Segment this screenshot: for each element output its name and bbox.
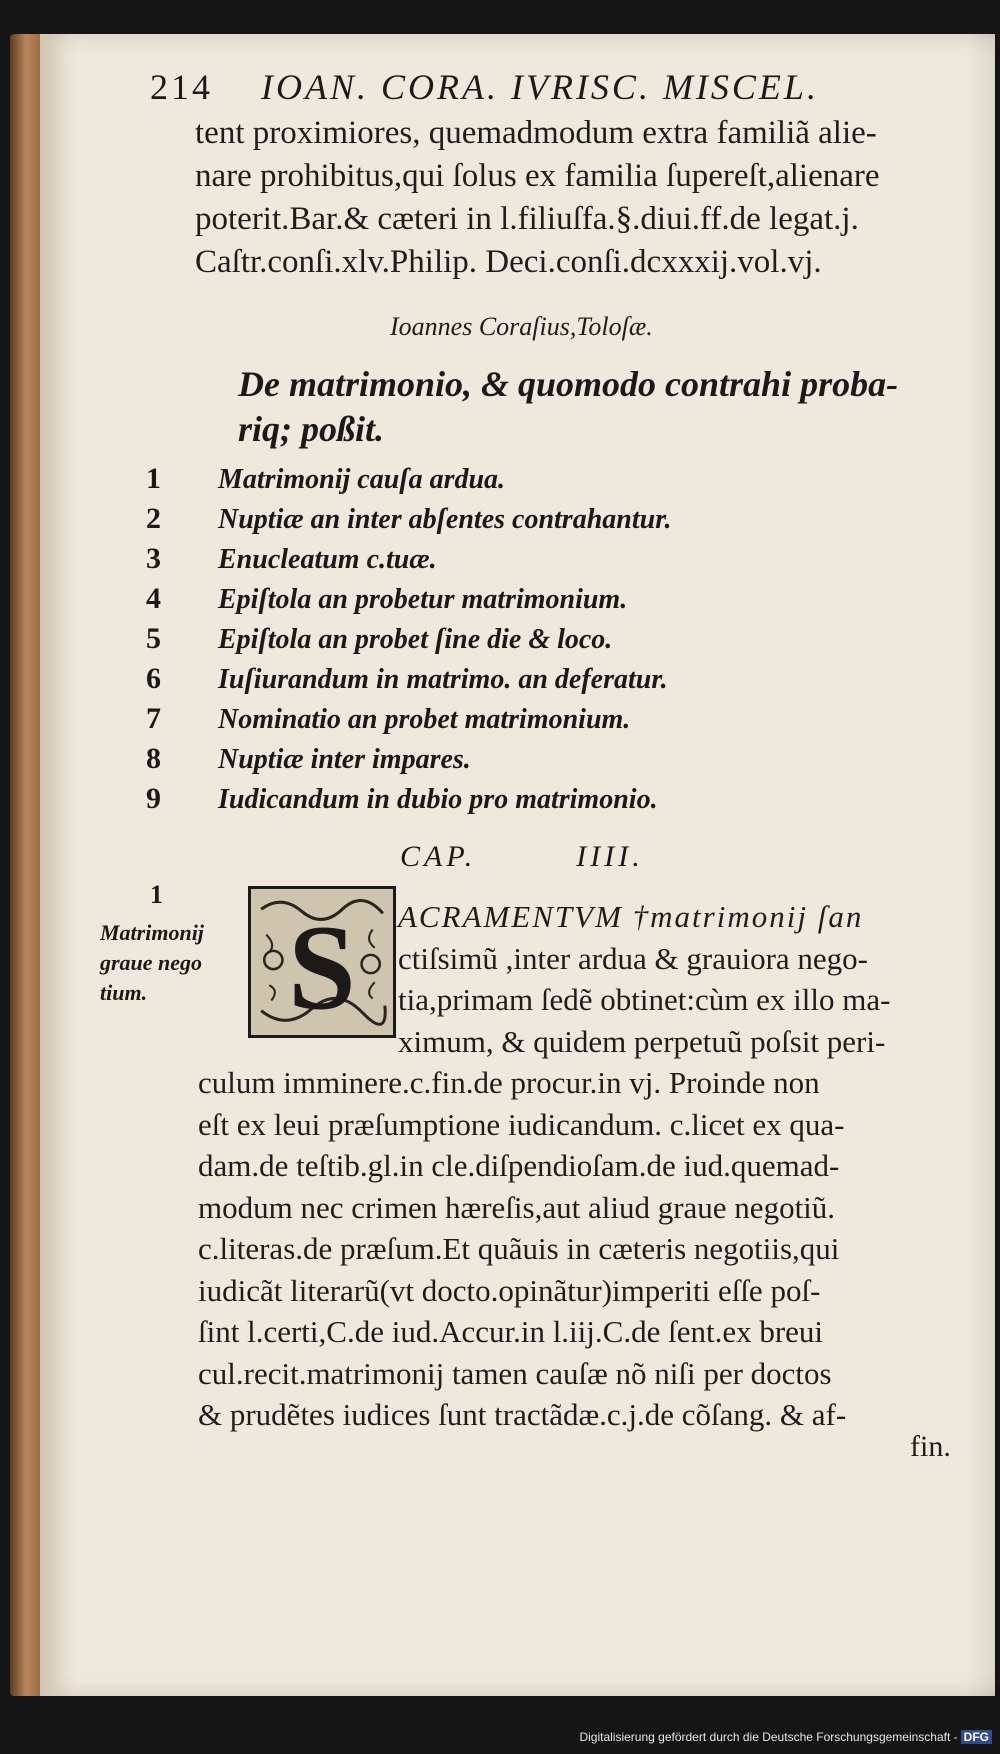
summary-text: Matrimonij cauſa ardua. bbox=[218, 464, 506, 495]
summary-text: Epiſtola an probetur matrimonium. bbox=[218, 584, 628, 615]
author-signature: Ioannes Coraſius,Toloſæ. bbox=[390, 312, 653, 341]
intro-paragraph bbox=[195, 112, 955, 284]
text-line: ximum, & quidem perpetuũ poſsit peri- bbox=[398, 1023, 886, 1059]
running-title: IOAN. CORA. IVRISC. MISCEL. bbox=[261, 67, 819, 107]
summary-number: 3 bbox=[146, 542, 161, 575]
digitization-credit bbox=[579, 1730, 992, 1744]
title-line: De matrimonio, & quomodo contrahi proba- bbox=[238, 364, 899, 404]
text-line: ctiſsimũ ,inter ardua & grauiora nego- bbox=[398, 940, 869, 976]
summary-item bbox=[146, 462, 946, 502]
chapter-number: IIII. bbox=[576, 840, 644, 873]
summary-item bbox=[146, 742, 946, 782]
summary-number: 2 bbox=[146, 502, 161, 535]
summary-number: 4 bbox=[146, 582, 161, 615]
catchword: fin. bbox=[910, 1430, 951, 1463]
text-line: iudicãt literarũ(vt docto.opinãtur)imperiti eſſe poſ- bbox=[198, 1272, 821, 1308]
text-line: tia,primam ſedẽ obtinet:cùm ex illo ma- bbox=[398, 982, 891, 1017]
margin-note-line: graue nego bbox=[100, 950, 203, 975]
summary-item bbox=[146, 582, 946, 622]
text-line: ſint l.certi,C.de iud.Accur.in l.iij.C.de ſent.ex breui bbox=[198, 1314, 824, 1349]
summary-number: 9 bbox=[146, 782, 161, 815]
ornament-icon bbox=[251, 889, 393, 1035]
initial-glyph: S bbox=[288, 901, 356, 1035]
summary-item bbox=[146, 542, 946, 582]
summary-number: 5 bbox=[146, 622, 161, 655]
summary-item bbox=[146, 662, 946, 702]
summary-text: Iudicandum in dubio pro matrimonio. bbox=[218, 784, 658, 815]
page-shadow bbox=[965, 34, 995, 1696]
text-line: culum imminere.c.fin.de procur.in vj. Proinde non bbox=[198, 1065, 820, 1100]
text-line: poterit.Bar.& cæteri in l.filiuſfa.§.diui.ff.de legat.j. bbox=[195, 201, 859, 237]
text-line: cul.recit.matrimonij tamen cauſæ nõ niſi per doctos bbox=[198, 1355, 832, 1391]
title-line: riq; poßit. bbox=[238, 409, 385, 449]
text-line: & prudẽtes iudices ſunt tractãdæ.c.j.de cõſang. & af- bbox=[198, 1397, 847, 1432]
text-line: modum nec crimen hæreſis,aut aliud graue negotiũ. bbox=[198, 1189, 836, 1225]
summary-item bbox=[146, 502, 946, 542]
credit-text: Digitalisierung gefördert durch die Deutsche Forschungsgemeinschaft - bbox=[579, 1730, 958, 1744]
summary-text: Nuptiæ an inter abſentes contrahantur. bbox=[218, 504, 672, 535]
margin-number: 1 bbox=[150, 880, 163, 909]
text-line: ACRAMENTVM †matrimonij ſan bbox=[398, 899, 864, 934]
summary-number: 1 bbox=[146, 462, 161, 495]
chapter-heading bbox=[400, 840, 744, 874]
text-line: tent proximiores, quemadmodum extra familiã alie- bbox=[195, 115, 877, 151]
text-line: Caſtr.conſi.xlv.Philip. Deci.conſi.dcxxxij.vol.vj. bbox=[195, 244, 822, 280]
summary-item bbox=[146, 782, 946, 822]
margin-note-line: Matrimonij bbox=[100, 920, 204, 945]
summary-text: Nuptiæ inter impares. bbox=[218, 744, 471, 775]
summary-item bbox=[146, 622, 946, 662]
running-header bbox=[150, 66, 930, 108]
summary-number: 8 bbox=[146, 742, 161, 775]
summary-item bbox=[146, 702, 946, 742]
text-line: eſt ex leui præſumptione iudicandum. c.licet ex qua- bbox=[198, 1106, 845, 1142]
summary-text: Enucleatum c.tuæ. bbox=[218, 544, 437, 575]
summary-list bbox=[146, 462, 946, 822]
summary-number: 6 bbox=[146, 662, 161, 695]
summary-text: Nominatio an probet matrimonium. bbox=[218, 704, 631, 735]
text-line: dam.de teſtib.gl.in cle.diſpendioſam.de iud.quemad- bbox=[198, 1148, 840, 1183]
text-line: c.literas.de præſum.Et quãuis in cæteris negotiis,qui bbox=[198, 1231, 840, 1266]
margin-note-line: tium. bbox=[100, 980, 148, 1005]
decorated-initial-letter bbox=[248, 886, 396, 1038]
summary-number: 7 bbox=[146, 702, 161, 735]
page-number: 214 bbox=[150, 67, 213, 107]
text-line: nare prohibitus,qui ſolus ex familia ſupereſt,alienare bbox=[195, 158, 880, 194]
summary-text: Epiſtola an probet ſine die & loco. bbox=[218, 624, 613, 655]
dfg-logo: DFG bbox=[961, 1730, 992, 1744]
summary-text: Iuſiurandum in matrimo. an deferatur. bbox=[218, 664, 668, 695]
section-title bbox=[238, 362, 938, 452]
chapter-label: CAP. bbox=[400, 840, 477, 873]
